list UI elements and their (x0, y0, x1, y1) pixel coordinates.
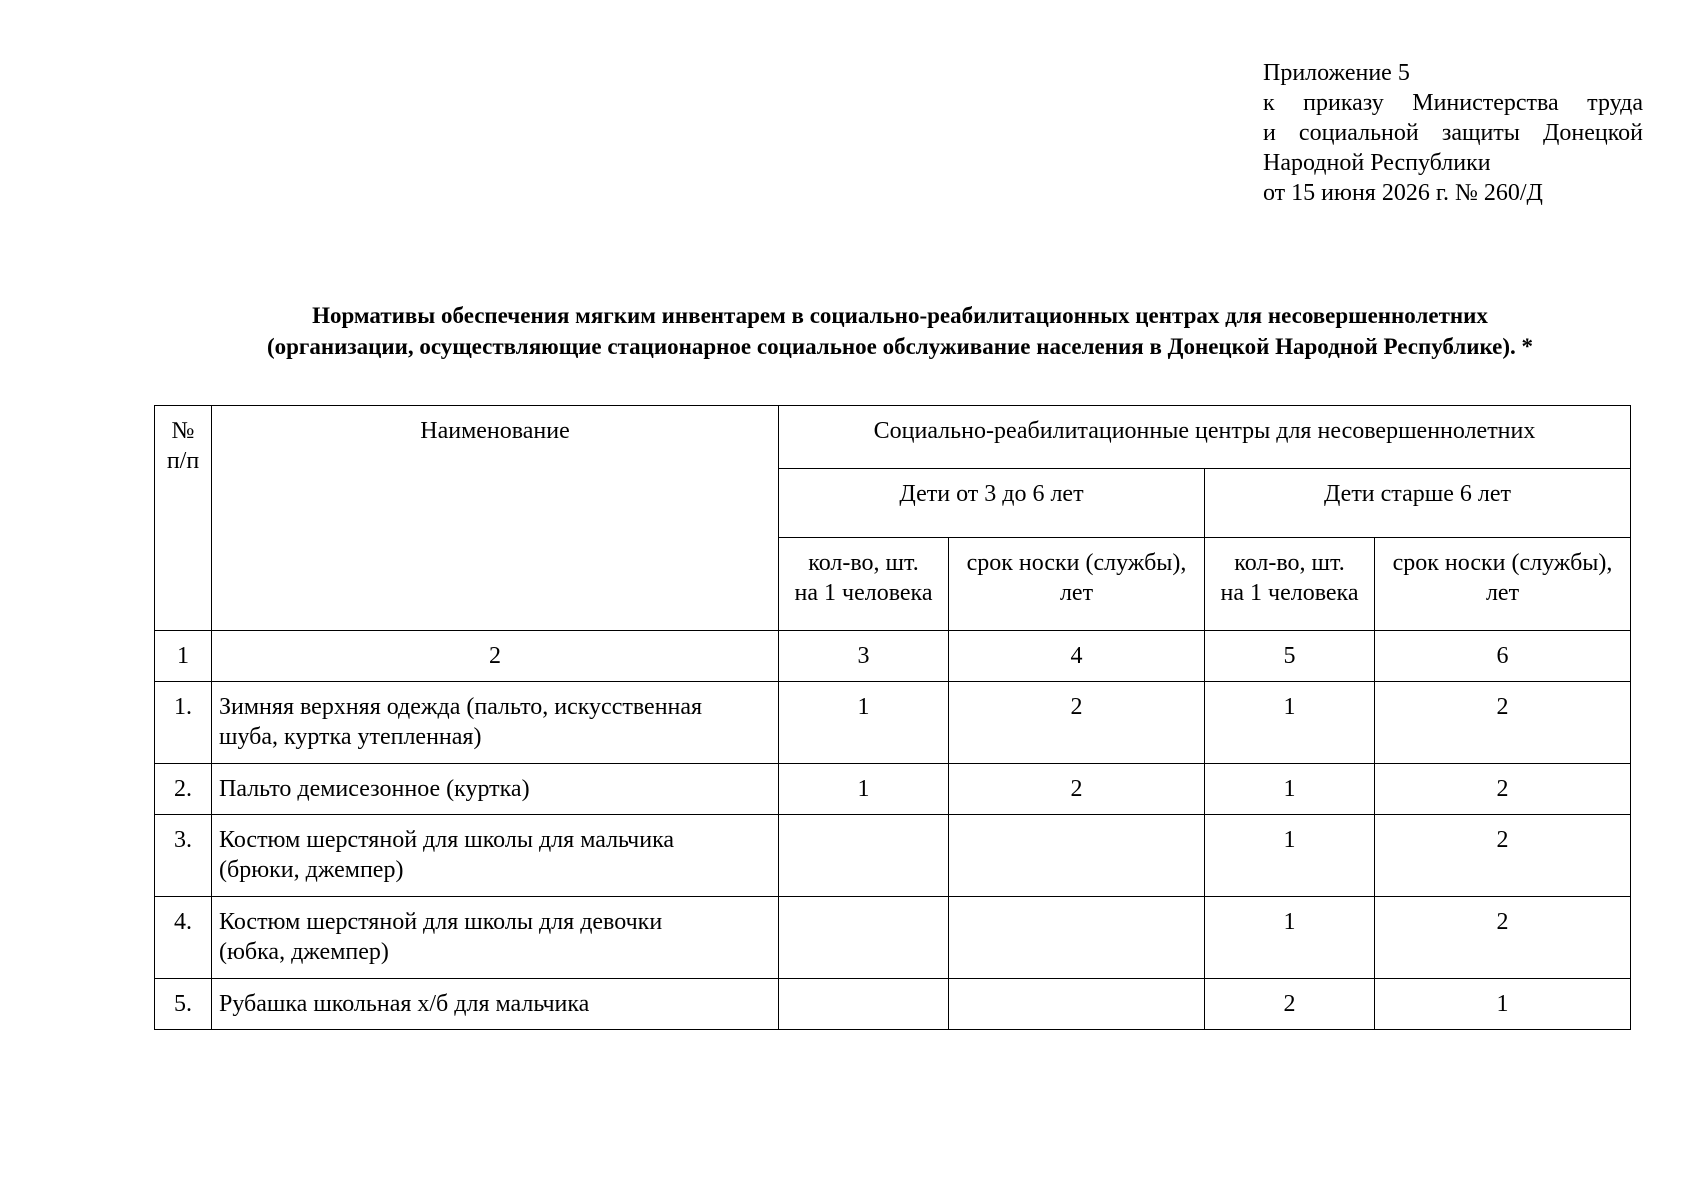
row-name: Рубашка школьная х/б для мальчика (212, 979, 779, 1030)
row-qty-over-6: 1 (1205, 897, 1375, 979)
header-term-1 (949, 538, 1205, 631)
appendix-block (1263, 58, 1643, 208)
column-number-1: 1 (155, 631, 212, 682)
row-number: 5. (155, 979, 212, 1030)
table-row (155, 897, 1631, 979)
row-qty-3-6: 1 (779, 682, 949, 764)
header-term-1-line-1: срок носки (службы), (966, 550, 1187, 576)
header-qty-2-line-1: кол-во, шт. (1234, 550, 1345, 576)
row-term-over-6: 2 (1375, 764, 1631, 815)
row-term-3-6: 2 (949, 682, 1205, 764)
row-term-3-6: 2 (949, 764, 1205, 815)
row-name (212, 815, 779, 897)
column-numbers-row (155, 631, 1631, 682)
row-term-over-6: 1 (1375, 979, 1631, 1030)
header-num-cell (155, 406, 212, 631)
document-title-line-1: Нормативы обеспечения мягким инвентарем в социально-реабилитационных центрах для несовершеннолетних (312, 303, 1488, 328)
row-qty-3-6: 1 (779, 764, 949, 815)
appendix-date: от 15 июня 2026 г. № 260/Д (1263, 180, 1543, 206)
row-number: 2. (155, 764, 212, 815)
row-qty-over-6: 1 (1205, 764, 1375, 815)
header-qty-1-line-2: на 1 человека (794, 580, 933, 606)
row-qty-3-6 (779, 815, 949, 897)
row-number: 4. (155, 897, 212, 979)
appendix-number: Приложение 5 (1263, 60, 1410, 86)
row-term-3-6 (949, 897, 1205, 979)
row-qty-3-6 (779, 979, 949, 1030)
header-name-cell: Наименование (212, 406, 779, 631)
row-name-line-2: шуба, куртка утепленная) (219, 724, 482, 750)
appendix-order-ref: к приказу Министерства труда (1263, 90, 1643, 116)
header-num-line-1: № (171, 418, 195, 444)
row-name-line-1: Костюм шерстяной для школы для девочки (219, 909, 663, 935)
document-title-line-2: (организации, осуществляющие стационарное социальное обслуживание населения в Донецкой Народной Республике). * (266, 334, 1534, 359)
header-age-3-6: Дети от 3 до 6 лет (779, 469, 1205, 538)
row-name-line-1: Зимняя верхняя одежда (пальто, искусственная (219, 694, 703, 720)
header-age-over-6: Дети старше 6 лет (1205, 469, 1631, 538)
header-qty-1 (779, 538, 949, 631)
row-qty-3-6 (779, 897, 949, 979)
row-name-line-2: (юбка, джемпер) (219, 939, 389, 965)
table-row (155, 764, 1631, 815)
header-qty-1-line-1: кол-во, шт. (808, 550, 919, 576)
norms-table (154, 405, 1631, 1030)
column-number-3: 3 (779, 631, 949, 682)
row-term-over-6: 2 (1375, 682, 1631, 764)
row-name (212, 897, 779, 979)
table-row (155, 815, 1631, 897)
row-qty-over-6: 1 (1205, 682, 1375, 764)
row-number: 3. (155, 815, 212, 897)
row-name-line-1: Костюм шерстяной для школы для мальчика (219, 827, 675, 853)
header-term-2-line-2: лет (1485, 580, 1520, 606)
row-term-over-6: 2 (1375, 897, 1631, 979)
header-term-2 (1375, 538, 1631, 631)
column-number-4: 4 (949, 631, 1205, 682)
row-qty-over-6: 2 (1205, 979, 1375, 1030)
table-row (155, 682, 1631, 764)
table-row (155, 979, 1631, 1030)
header-term-1-line-2: лет (1059, 580, 1094, 606)
row-term-3-6 (949, 979, 1205, 1030)
row-qty-over-6: 1 (1205, 815, 1375, 897)
row-name: Пальто демисезонное (куртка) (212, 764, 779, 815)
header-term-2-line-1: срок носки (службы), (1392, 550, 1613, 576)
header-qty-2 (1205, 538, 1375, 631)
header-qty-2-line-2: на 1 человека (1220, 580, 1359, 606)
document-title (150, 300, 1650, 362)
row-term-over-6: 2 (1375, 815, 1631, 897)
header-group-cell: Социально-реабилитационные центры для несовершеннолетних (779, 406, 1631, 469)
row-term-3-6 (949, 815, 1205, 897)
column-number-2: 2 (212, 631, 779, 682)
row-name (212, 682, 779, 764)
column-number-6: 6 (1375, 631, 1631, 682)
header-row-top (155, 406, 1631, 469)
row-number: 1. (155, 682, 212, 764)
appendix-republic: Народной Республики (1263, 150, 1491, 176)
row-name-line-2: (брюки, джемпер) (219, 857, 404, 883)
appendix-ministry: и социальной защиты Донецкой (1263, 120, 1643, 146)
column-number-5: 5 (1205, 631, 1375, 682)
header-num-line-2: п/п (166, 448, 200, 474)
